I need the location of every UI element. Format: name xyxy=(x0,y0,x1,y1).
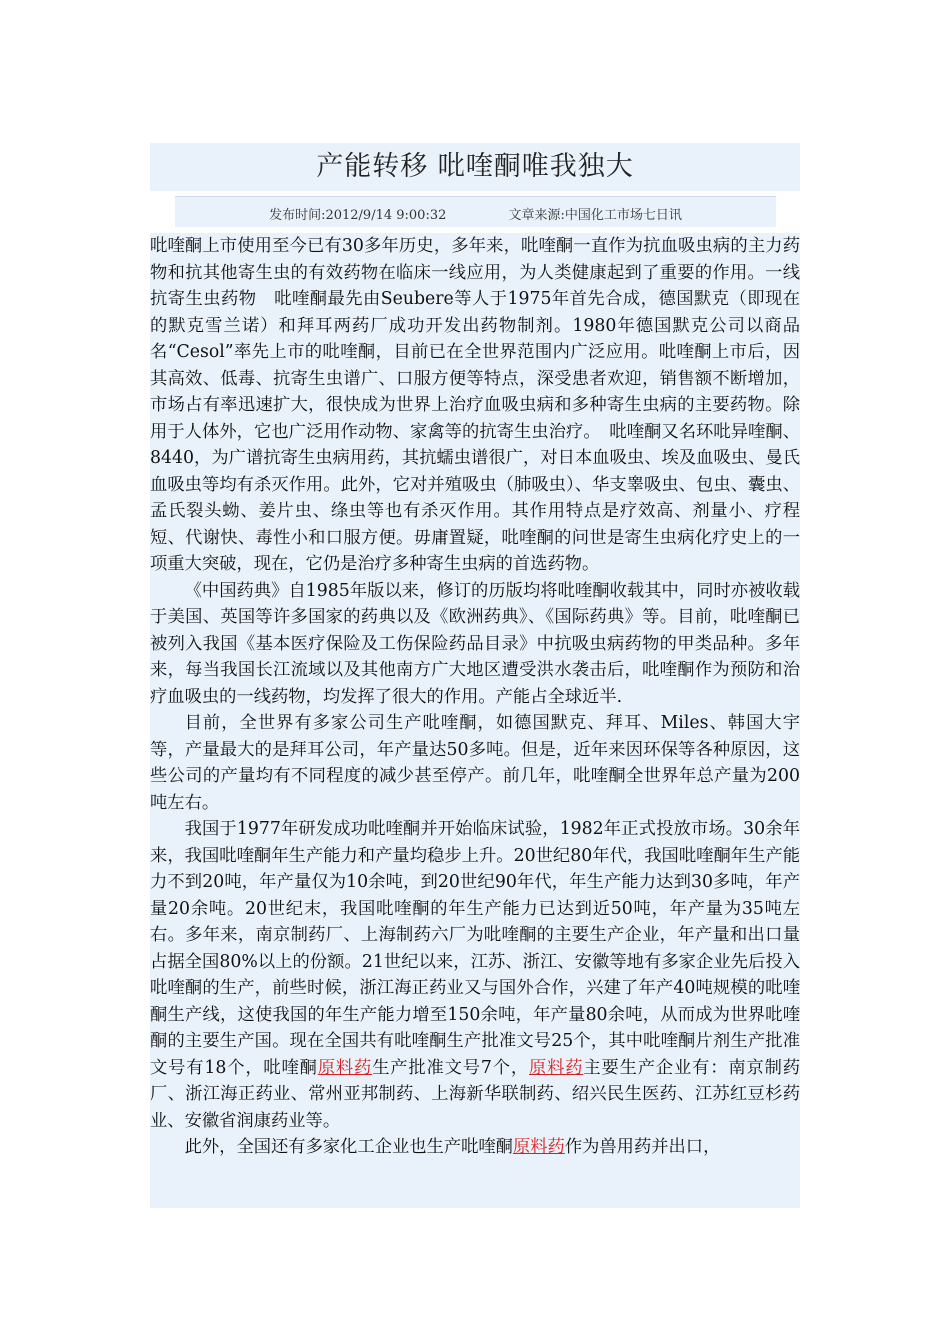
article-title: 产能转移 吡喹酮唯我独大 xyxy=(316,151,634,182)
paragraph-4-text-a: 我国于1977年研发成功吡喹酮并开始临床试验，1982年正式投放市场。30余年来，我国吡喹酮年生产能力和产量均稳步上升。20世纪80年代，我国吡喹酮年生产能力不到20吨，年产量仅为10余吨，到20世纪90年代，年生产能力达到30多吨，年产量20余吨。20世纪末，我国吡喹酮的年生产能力已达到近50吨，年产量为35吨左右。多年来，南京制药厂、上海制药六厂为吡喹酮的主要生产企业，年产量和出口量占据全国80%以上的份额。21世纪以来，江苏、浙江、安徽等地有多家企业先后投入吡喹酮的生产，前些时候，浙江海正药业又与国外合作，兴建了年产40吨规模的吡喹酮生产线，这使我国的年生产能力增至150余吨，年产量80余吨，从而成为世界吡喹酮的主要生产国。现在全国共有吡喹酮生产批准文号25个，其中吡喹酮片剂生产批准文号有18个，吡喹酮 xyxy=(150,819,800,1078)
paragraph-4 xyxy=(150,816,800,1134)
raw-material-link-1[interactable]: 原料药 xyxy=(317,1057,373,1078)
publish-time: 发布时间:2012/9/14 9:00:32 xyxy=(269,208,447,223)
paragraph-1: 吡喹酮上市使用至今已有30多年历史，多年来，吡喹酮一直作为抗血吸虫病的主力药物和抗其他寄生虫的有效药物在临床一线应用，为人类健康起到了重要的作用。一线抗寄生虫药物 吡喹酮最先由Seubere等人于1975年首先合成，德国默克（即现在的默克雪兰诺）和拜耳两药厂成功开发出药物制剂。1980年德国默克公司以商品名“Cesol”率先上市的吡喹酮，目前已在全世界范围内广泛应用。吡喹酮上市后，因其高效、低毒、抗寄生虫谱广、口服方便等特点，深受患者欢迎，销售额不断增加，市场占有率迅速扩大，很快成为世界上治疗血吸虫病和多种寄生虫病的主要药物。除用于人体外，它也广泛用作动物、家禽等的抗寄生虫治疗。 吡喹酮又名环吡异喹酮、8440，为广谱抗寄生虫病用药，其抗蠕虫谱很广，对日本血吸虫、埃及血吸虫、曼氏血吸虫等均有杀灭作用。此外，它对并殖吸虫（肺吸虫）、华支睾吸虫、包虫、囊虫、孟氏裂头蚴、姜片虫、绦虫等也有杀灭作用。其作用特点是疗效高、剂量小、疗程短、代谢快、毒性小和口服方便。毋庸置疑，吡喹酮的问世是寄生虫病化疗史上的一项重大突破，现在，它仍是治疗多种寄生虫病的首选药物。 xyxy=(150,236,800,574)
article-source: 文章来源:中国化工市场七日讯 xyxy=(508,208,682,223)
article-meta xyxy=(175,196,776,227)
paragraph-4-text-c: 主要生产企业有：南京制药厂、浙江海正药业、常州亚邦制药、上海新华联制药、绍兴民生医药、江苏红豆杉药业、安徽省润康药业等。 xyxy=(150,1057,800,1131)
raw-material-link-2[interactable]: 原料药 xyxy=(529,1057,584,1078)
paragraph-5-text-b: 作为兽用药并出口， xyxy=(564,1137,721,1157)
raw-material-link-3[interactable]: 原料药 xyxy=(512,1137,565,1157)
article-body xyxy=(150,233,800,1208)
paragraph-4-text-b: 生产批准文号7个， xyxy=(372,1057,529,1078)
paragraph-5 xyxy=(150,1134,800,1161)
paragraph-2: 《中国药典》自1985年版以来，修订的历版均将吡喹酮收载其中，同时亦被收载于美国、英国等许多国家的药典以及《欧洲药典》、《国际药典》等。目前，吡喹酮已被列入我国《基本医疗保险及工伤保险药品目录》中抗吸虫病药物的甲类品种。多年来，每当我国长江流域以及其他南方广大地区遭受洪水袭击后，吡喹酮作为预防和治疗血吸虫的一线药物，均发挥了很大的作用。产能占全球近半. xyxy=(150,580,800,707)
paragraph-3: 目前，全世界有多家公司生产吡喹酮，如德国默克、拜耳、Miles、韩国大宇等，产量最大的是拜耳公司，年产量达50多吨。但是，近年来因环保等各种原因，这些公司的产量均有不同程度的减少甚至停产。前几年，吡喹酮全世界年总产量为200吨左右。 xyxy=(150,713,800,813)
title-band xyxy=(150,143,800,191)
paragraph-5-text-a: 此外，全国还有多家化工企业也生产吡喹酮 xyxy=(184,1137,513,1157)
